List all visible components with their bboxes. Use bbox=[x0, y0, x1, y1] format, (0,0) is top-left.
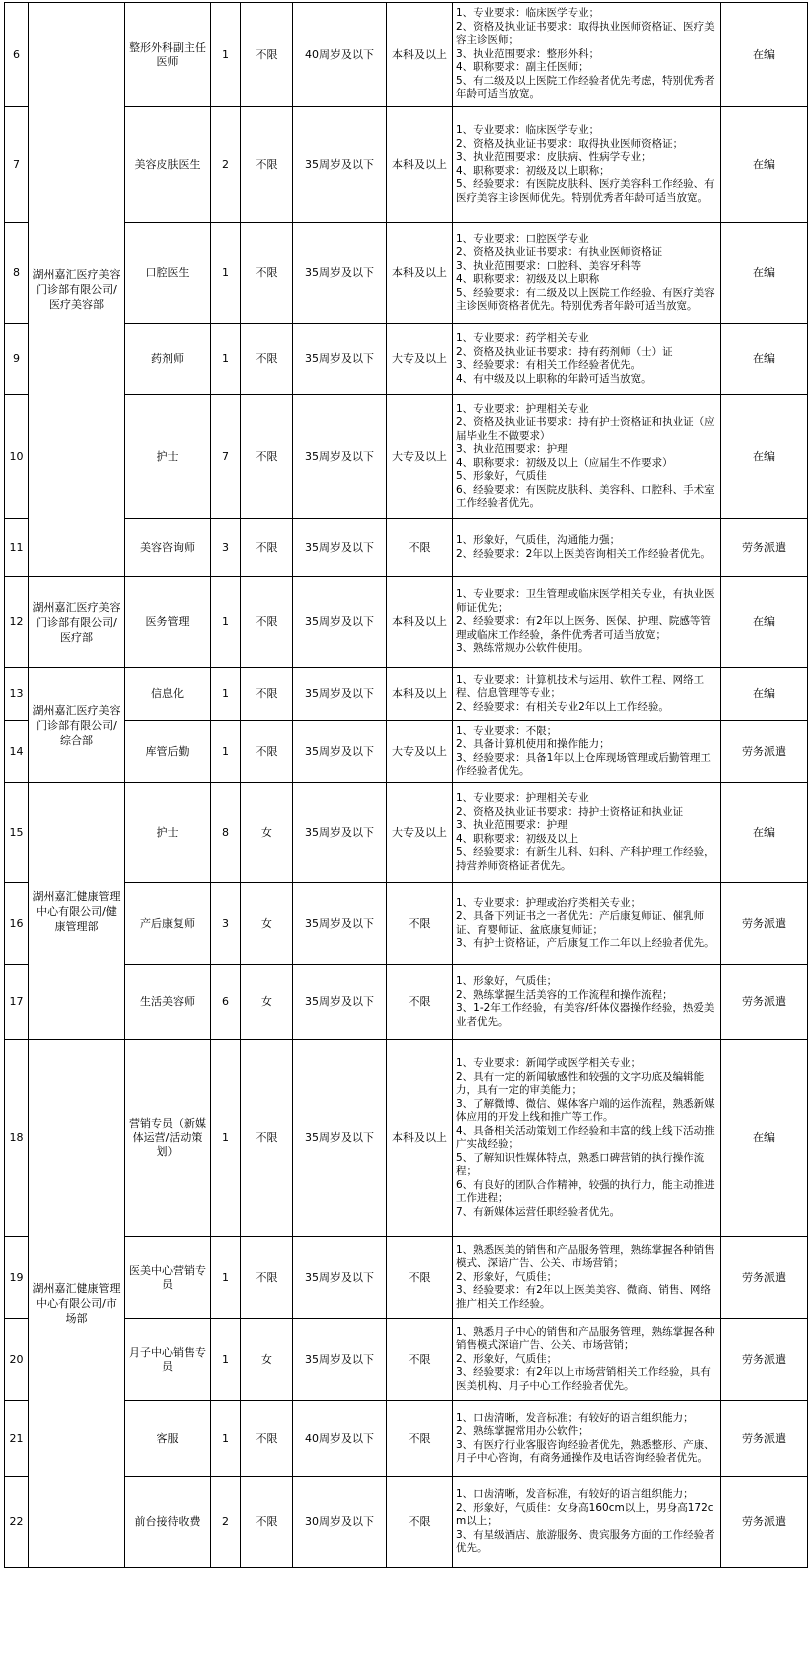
position-cell: 库管后勤 bbox=[125, 721, 211, 783]
education-cell: 本科及以上 bbox=[387, 107, 453, 223]
requirement-line: 4、具备相关活动策划工作经验和丰富的线上线下活动推广实战经验； bbox=[456, 1124, 715, 1150]
table-row bbox=[5, 107, 808, 223]
gender-cell: 女 bbox=[241, 883, 293, 965]
headcount-cell: 1 bbox=[211, 1401, 241, 1477]
requirements-cell bbox=[453, 223, 721, 324]
requirement-line: 2、资格及执业证书要求：持护士资格证和执业证 bbox=[456, 805, 684, 818]
education-cell: 本科及以上 bbox=[387, 3, 453, 107]
requirement-line: 2、熟练掌握生活美容的工作流程和操作流程； bbox=[456, 988, 673, 1001]
requirement-line: 3、熟练常规办公软件使用。 bbox=[456, 642, 589, 655]
requirement-line: 2、资格及执业证书要求：持有护士资格证和执业证（应届毕业生不做要求） bbox=[456, 416, 715, 442]
headcount-cell: 1 bbox=[211, 324, 241, 395]
requirement-line: 1、口齿清晰，发音标准；有较好的语言组织能力； bbox=[456, 1411, 694, 1424]
requirements-cell bbox=[453, 395, 721, 519]
headcount-cell: 1 bbox=[211, 721, 241, 783]
requirement-line: 2、具有一定的新闻敏感性和较强的文字功底及编辑能力，具有一定的审美能力； bbox=[456, 1070, 705, 1096]
requirement-line: 3、执业范围要求：口腔科、美容牙科等 bbox=[456, 259, 642, 272]
row-number: 9 bbox=[5, 324, 29, 395]
employment-type-cell: 在编 bbox=[721, 324, 808, 395]
position-cell: 营销专员（新媒体运营/活动策划） bbox=[125, 1040, 211, 1237]
employment-type-cell: 在编 bbox=[721, 107, 808, 223]
requirement-line: 1、专业要求：药学相关专业 bbox=[456, 332, 589, 344]
requirements-cell bbox=[453, 965, 721, 1040]
gender-cell: 不限 bbox=[241, 223, 293, 324]
position-cell: 医务管理 bbox=[125, 577, 211, 668]
employment-type-cell: 在编 bbox=[721, 395, 808, 519]
age-cell: 35周岁及以下 bbox=[293, 223, 387, 324]
education-cell: 本科及以上 bbox=[387, 577, 453, 668]
requirement-line: 3、有星级酒店、旅游服务、贵宾服务方面的工作经验者优先。 bbox=[456, 1528, 715, 1555]
requirement-line: 1、专业要求：卫生管理或临床医学相关专业，有执业医师证优先； bbox=[456, 588, 715, 614]
recruitment-table bbox=[4, 2, 808, 1568]
requirements-cell bbox=[453, 324, 721, 395]
requirements-cell bbox=[453, 107, 721, 223]
education-cell: 不限 bbox=[387, 1319, 453, 1401]
headcount-cell: 1 bbox=[211, 1040, 241, 1237]
requirement-line: 1、口齿清晰，发音标准，有较好的语言组织能力； bbox=[456, 1488, 694, 1501]
employment-type-cell: 在编 bbox=[721, 1040, 808, 1237]
gender-cell: 不限 bbox=[241, 519, 293, 577]
gender-cell: 不限 bbox=[241, 1401, 293, 1477]
requirement-line: 5、经验要求：有新生儿科、妇科、产科护理工作经验，持营养师资格证者优先。 bbox=[456, 846, 715, 872]
requirement-line: 3、1-2年工作经验，有美容/纤体仪器操作经验，热爱美业者优先。 bbox=[456, 1002, 715, 1028]
headcount-cell: 1 bbox=[211, 577, 241, 668]
age-cell: 35周岁及以下 bbox=[293, 668, 387, 721]
table-row bbox=[5, 721, 808, 783]
employment-type-cell: 劳务派遣 bbox=[721, 1477, 808, 1568]
requirement-line: 3、经验要求：有2年以上市场营销相关工作经验，具有医美机构、月子中心工作经验者优先。 bbox=[456, 1366, 711, 1392]
requirement-line: 1、形象好，气质佳，沟通能力强； bbox=[456, 534, 621, 546]
education-cell: 本科及以上 bbox=[387, 223, 453, 324]
education-cell: 不限 bbox=[387, 1477, 453, 1568]
age-cell: 35周岁及以下 bbox=[293, 1237, 387, 1319]
table-row bbox=[5, 783, 808, 883]
row-number: 18 bbox=[5, 1040, 29, 1237]
requirement-line: 3、经验要求：有相关工作经验者优先。 bbox=[456, 359, 642, 371]
requirement-line: 1、专业要求：计算机技术与运用、软件工程、网络工程、信息管理等专业； bbox=[456, 673, 705, 700]
requirements-cell bbox=[453, 783, 721, 883]
gender-cell: 不限 bbox=[241, 1237, 293, 1319]
department-cell: 湖州嘉汇医疗美容门诊部有限公司/医疗部 bbox=[29, 577, 125, 668]
requirement-line: 1、熟悉月子中心的销售和产品服务管理，熟练掌握各种销售模式深谙广告、公关、市场营销； bbox=[456, 1325, 715, 1352]
requirement-line: 1、专业要求：新闻学或医学相关专业； bbox=[456, 1057, 642, 1069]
requirements-cell bbox=[453, 577, 721, 668]
requirement-line: 2、具备下列证书之一者优先：产后康复师证、催乳师证、育婴师证、盆底康复师证； bbox=[456, 910, 705, 936]
headcount-cell: 2 bbox=[211, 1477, 241, 1568]
requirement-line: 5、经验要求：有医院皮肤科、医疗美容科工作经验、有医疗美容主诊医师优先。特别优秀者年龄可适当放宽。 bbox=[456, 178, 715, 204]
headcount-cell: 1 bbox=[211, 1237, 241, 1319]
department-cell: 湖州嘉汇医疗美容门诊部有限公司/医疗美容部 bbox=[29, 3, 125, 577]
employment-type-cell: 劳务派遣 bbox=[721, 519, 808, 577]
age-cell: 35周岁及以下 bbox=[293, 721, 387, 783]
education-cell: 本科及以上 bbox=[387, 668, 453, 721]
table-row bbox=[5, 395, 808, 519]
row-number: 22 bbox=[5, 1477, 29, 1568]
row-number: 13 bbox=[5, 668, 29, 721]
employment-type-cell: 劳务派遣 bbox=[721, 1401, 808, 1477]
table-row bbox=[5, 1477, 808, 1568]
headcount-cell: 1 bbox=[211, 3, 241, 107]
position-cell: 美容皮肤医生 bbox=[125, 107, 211, 223]
education-cell: 大专及以上 bbox=[387, 783, 453, 883]
position-cell: 整形外科副主任医师 bbox=[125, 3, 211, 107]
position-cell: 前台接待收费 bbox=[125, 1477, 211, 1568]
age-cell: 35周岁及以下 bbox=[293, 965, 387, 1040]
requirement-line: 5、经验要求：有二级及以上医院工作经验、有医疗美容主诊医师资格者优先。特别优秀者年龄可适当放宽。 bbox=[456, 286, 715, 312]
requirement-line: 7、有新媒体运营任职经验者优先。 bbox=[456, 1205, 621, 1218]
requirement-line: 6、经验要求：有医院皮肤科、美容科、口腔科、手术室工作经验者优先。 bbox=[456, 483, 715, 509]
employment-type-cell: 在编 bbox=[721, 783, 808, 883]
row-number: 20 bbox=[5, 1319, 29, 1401]
requirement-line: 2、形象好，气质佳； bbox=[456, 1352, 558, 1365]
gender-cell: 不限 bbox=[241, 3, 293, 107]
age-cell: 40周岁及以下 bbox=[293, 1401, 387, 1477]
requirements-cell bbox=[453, 1319, 721, 1401]
age-cell: 35周岁及以下 bbox=[293, 395, 387, 519]
table-row bbox=[5, 1237, 808, 1319]
age-cell: 35周岁及以下 bbox=[293, 883, 387, 965]
position-cell: 护士 bbox=[125, 395, 211, 519]
headcount-cell: 7 bbox=[211, 395, 241, 519]
requirement-line: 4、职称要求：初级及以上 bbox=[456, 832, 579, 845]
gender-cell: 女 bbox=[241, 1319, 293, 1401]
requirements-cell bbox=[453, 519, 721, 577]
headcount-cell: 6 bbox=[211, 965, 241, 1040]
age-cell: 35周岁及以下 bbox=[293, 1319, 387, 1401]
table-row bbox=[5, 965, 808, 1040]
table-row bbox=[5, 223, 808, 324]
table-row bbox=[5, 883, 808, 965]
department-cell: 湖州嘉汇健康管理中心有限公司/市场部 bbox=[29, 1040, 125, 1568]
requirement-line: 2、资格及执业证书要求：取得执业医师资格证； bbox=[456, 137, 684, 150]
department-cell: 湖州嘉汇健康管理中心有限公司/健康管理部 bbox=[29, 783, 125, 1040]
requirement-line: 2、资格及执业证书要求：持有药剂师（士）证 bbox=[456, 345, 673, 358]
headcount-cell: 2 bbox=[211, 107, 241, 223]
gender-cell: 不限 bbox=[241, 1040, 293, 1237]
employment-type-cell: 在编 bbox=[721, 3, 808, 107]
row-number: 6 bbox=[5, 3, 29, 107]
table-row bbox=[5, 3, 808, 107]
gender-cell: 不限 bbox=[241, 107, 293, 223]
requirement-line: 1、专业要求：护理相关专业 bbox=[456, 402, 589, 415]
employment-type-cell: 劳务派遣 bbox=[721, 1237, 808, 1319]
row-number: 17 bbox=[5, 965, 29, 1040]
headcount-cell: 1 bbox=[211, 1319, 241, 1401]
requirements-cell bbox=[453, 1040, 721, 1237]
row-number: 7 bbox=[5, 107, 29, 223]
education-cell: 本科及以上 bbox=[387, 1040, 453, 1237]
employment-type-cell: 在编 bbox=[721, 223, 808, 324]
position-cell: 产后康复师 bbox=[125, 883, 211, 965]
requirements-cell bbox=[453, 1237, 721, 1319]
requirement-line: 2、经验要求：有相关专业2年以上工作经验。 bbox=[456, 700, 669, 713]
requirements-cell bbox=[453, 721, 721, 783]
requirement-line: 1、形象好，气质佳； bbox=[456, 975, 558, 987]
requirement-line: 6、有良好的团队合作精神，较强的执行力，能主动推进工作进程； bbox=[456, 1178, 715, 1204]
table-row bbox=[5, 519, 808, 577]
requirements-cell bbox=[453, 883, 721, 965]
position-cell: 药剂师 bbox=[125, 324, 211, 395]
requirement-line: 2、熟练掌握常用办公软件； bbox=[456, 1425, 589, 1437]
row-number: 12 bbox=[5, 577, 29, 668]
position-cell: 月子中心销售专员 bbox=[125, 1319, 211, 1401]
row-number: 14 bbox=[5, 721, 29, 783]
row-number: 15 bbox=[5, 783, 29, 883]
employment-type-cell: 劳务派遣 bbox=[721, 1319, 808, 1401]
requirement-line: 2、资格及执业证书要求：有执业医师资格证 bbox=[456, 246, 663, 258]
requirement-line: 5、形象好，气质佳 bbox=[456, 470, 547, 482]
requirement-line: 4、有中级及以上职称的年龄可适当放宽。 bbox=[456, 372, 652, 385]
row-number: 21 bbox=[5, 1401, 29, 1477]
requirement-line: 3、执业范围要求：护理 bbox=[456, 819, 568, 831]
requirement-line: 3、了解微博、微信、媒体客户端的运作流程，熟悉新媒体应用的开发上线和推广等工作。 bbox=[456, 1097, 715, 1123]
employment-type-cell: 在编 bbox=[721, 668, 808, 721]
age-cell: 40周岁及以下 bbox=[293, 3, 387, 107]
gender-cell: 女 bbox=[241, 783, 293, 883]
position-cell: 护士 bbox=[125, 783, 211, 883]
gender-cell: 不限 bbox=[241, 721, 293, 783]
headcount-cell: 3 bbox=[211, 519, 241, 577]
gender-cell: 不限 bbox=[241, 668, 293, 721]
row-number: 8 bbox=[5, 223, 29, 324]
education-cell: 不限 bbox=[387, 1401, 453, 1477]
position-cell: 信息化 bbox=[125, 668, 211, 721]
headcount-cell: 1 bbox=[211, 223, 241, 324]
requirement-line: 4、职称要求：初级及以上职称 bbox=[456, 273, 600, 285]
employment-type-cell: 在编 bbox=[721, 577, 808, 668]
headcount-cell: 8 bbox=[211, 783, 241, 883]
education-cell: 不限 bbox=[387, 519, 453, 577]
age-cell: 35周岁及以下 bbox=[293, 577, 387, 668]
requirements-cell bbox=[453, 3, 721, 107]
requirement-line: 1、专业要求：口腔医学专业 bbox=[456, 232, 589, 245]
requirement-line: 4、职称要求：初级及以上（应届生不作要求） bbox=[456, 456, 673, 469]
education-cell: 大专及以上 bbox=[387, 324, 453, 395]
requirement-line: 1、专业要求：护理或治疗类相关专业； bbox=[456, 896, 642, 909]
requirement-line: 4、职称要求：副主任医师； bbox=[456, 61, 589, 74]
gender-cell: 女 bbox=[241, 965, 293, 1040]
requirement-line: 3、有医疗行业客服咨询经验者优先，熟悉整形、产康、月子中心咨询，有商务通操作及电话咨询经验者优先。 bbox=[456, 1438, 715, 1464]
employment-type-cell: 劳务派遣 bbox=[721, 965, 808, 1040]
row-number: 16 bbox=[5, 883, 29, 965]
row-number: 19 bbox=[5, 1237, 29, 1319]
headcount-cell: 3 bbox=[211, 883, 241, 965]
requirements-cell bbox=[453, 1477, 721, 1568]
position-cell: 口腔医生 bbox=[125, 223, 211, 324]
age-cell: 35周岁及以下 bbox=[293, 324, 387, 395]
age-cell: 35周岁及以下 bbox=[293, 107, 387, 223]
table-row bbox=[5, 324, 808, 395]
gender-cell: 不限 bbox=[241, 395, 293, 519]
table-row bbox=[5, 1040, 808, 1237]
table-row bbox=[5, 1401, 808, 1477]
position-cell: 美容咨询师 bbox=[125, 519, 211, 577]
requirement-line: 4、职称要求：初级及以上职称； bbox=[456, 164, 610, 177]
requirement-line: 2、形象好，气质佳； bbox=[456, 1270, 558, 1283]
requirement-line: 1、熟悉医美的销售和产品服务管理，熟练掌握各种销售模式、深谙广告、公关、市场营销； bbox=[456, 1243, 715, 1270]
requirement-line: 2、经验要求：有2年以上医务、医保、护理、院感等管理或临床工作经验，条件优秀者可适当放宽； bbox=[456, 615, 711, 641]
age-cell: 35周岁及以下 bbox=[293, 519, 387, 577]
row-number: 10 bbox=[5, 395, 29, 519]
requirement-line: 3、经验要求：有2年以上医美美容、微商、销售、网络推广相关工作经验。 bbox=[456, 1284, 711, 1310]
table-row bbox=[5, 668, 808, 721]
requirement-line: 2、经验要求：2年以上医美咨询相关工作经验者优先。 bbox=[456, 547, 711, 560]
age-cell: 35周岁及以下 bbox=[293, 1040, 387, 1237]
requirement-line: 2、资格及执业证书要求：取得执业医师资格证、医疗美容主诊医师； bbox=[456, 20, 715, 47]
requirement-line: 5、有二级及以上医院工作经验者优先考虑，特别优秀者年龄可适当放宽。 bbox=[456, 74, 715, 101]
table-row bbox=[5, 577, 808, 668]
education-cell: 大专及以上 bbox=[387, 721, 453, 783]
education-cell: 不限 bbox=[387, 1237, 453, 1319]
requirement-line: 1、专业要求：护理相关专业 bbox=[456, 792, 589, 804]
gender-cell: 不限 bbox=[241, 324, 293, 395]
position-cell: 客服 bbox=[125, 1401, 211, 1477]
row-number: 11 bbox=[5, 519, 29, 577]
requirement-line: 3、执业范围要求：皮肤病、性病学专业； bbox=[456, 151, 652, 163]
requirement-line: 3、有护士资格证，产后康复工作二年以上经验者优先。 bbox=[456, 937, 715, 949]
headcount-cell: 1 bbox=[211, 668, 241, 721]
requirement-line: 1、专业要求：不限； bbox=[456, 724, 558, 737]
requirement-line: 2、形象好，气质佳：女身高160cm以上，男身高172cm以上； bbox=[456, 1501, 714, 1528]
employment-type-cell: 劳务派遣 bbox=[721, 883, 808, 965]
education-cell: 不限 bbox=[387, 883, 453, 965]
requirement-line: 1、专业要求：临床医学专业； bbox=[456, 124, 600, 136]
employment-type-cell: 劳务派遣 bbox=[721, 721, 808, 783]
age-cell: 30周岁及以下 bbox=[293, 1477, 387, 1568]
requirement-line: 2、具备计算机使用和操作能力； bbox=[456, 738, 610, 750]
department-cell: 湖州嘉汇医疗美容门诊部有限公司/综合部 bbox=[29, 668, 125, 783]
position-cell: 生活美容师 bbox=[125, 965, 211, 1040]
requirement-line: 1、专业要求：临床医学专业； bbox=[456, 7, 600, 20]
position-cell: 医美中心营销专员 bbox=[125, 1237, 211, 1319]
requirement-line: 3、执业范围要求：护理 bbox=[456, 443, 568, 455]
table-row bbox=[5, 1319, 808, 1401]
education-cell: 大专及以上 bbox=[387, 395, 453, 519]
requirement-line: 3、经验要求：具备1年以上仓库现场管理或后勤管理工作经验者优先。 bbox=[456, 751, 711, 777]
requirements-cell bbox=[453, 1401, 721, 1477]
requirement-line: 5、了解知识性媒体特点，熟悉口碑营销的执行操作流程； bbox=[456, 1151, 705, 1177]
requirements-cell bbox=[453, 668, 721, 721]
gender-cell: 不限 bbox=[241, 1477, 293, 1568]
education-cell: 不限 bbox=[387, 965, 453, 1040]
age-cell: 35周岁及以下 bbox=[293, 783, 387, 883]
gender-cell: 不限 bbox=[241, 577, 293, 668]
requirement-line: 3、执业范围要求：整形外科； bbox=[456, 47, 600, 60]
